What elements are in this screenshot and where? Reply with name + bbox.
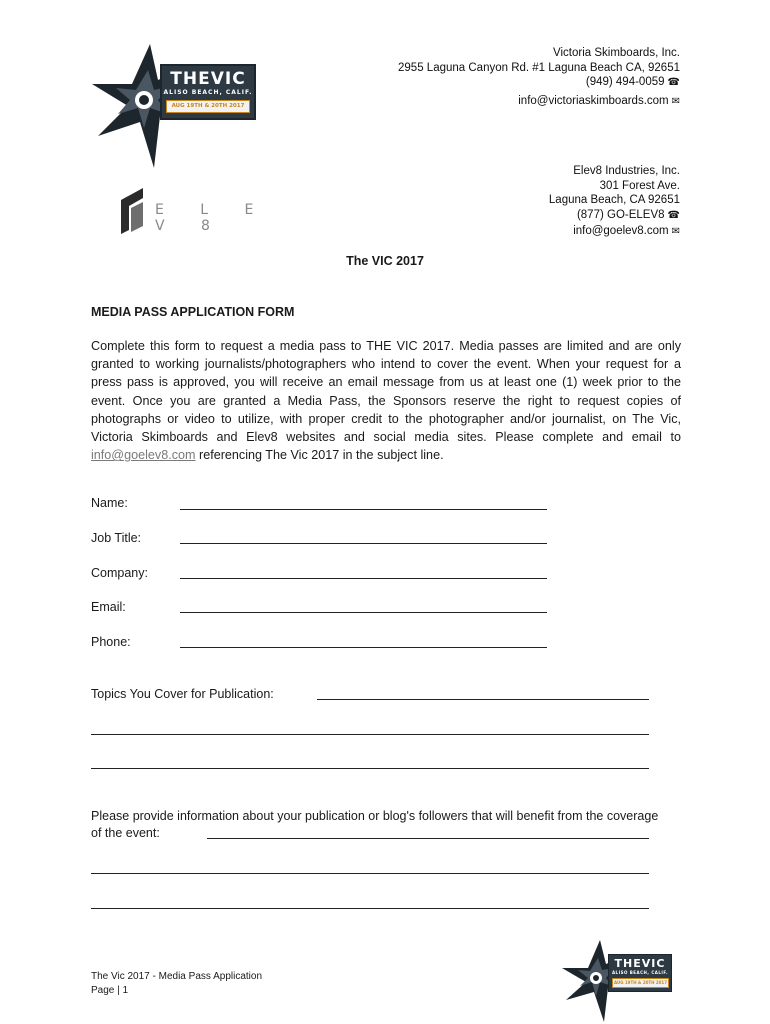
elev8-logo [115,186,275,236]
intro-text-before-link: Complete this form to request a media pass to THE VIC 2017. Media passes are limited and are only granted to working journalists/photographers who intend to cover the event. When your request for a press pass is approved, you will receive an email message from us at least one (1) week prior to the event. Once you are granted a Media Pass, the Sponsors reserve the right to request copies of photographs or video to utilize, with proper credit to the photographer and/or journalist, on The Vic, Victoria Skimboards and Elev8 websites and social media sites. Please complete and email to [91,339,681,445]
company-label: Company: [91,566,148,580]
sponsor1-phone-line [398,75,680,91]
envelope-icon: ✉ [671,96,680,108]
vic-logo-dates: AUG 19TH & 20TH 2017 [166,100,250,113]
envelope-icon: ✉ [671,225,680,237]
name-label: Name: [91,496,128,510]
sponsor1-address: 2955 Laguna Canyon Rd. #1 Laguna Beach CA, 92651 [398,61,680,74]
email-label: Email: [91,600,126,614]
publication-prompt-line-1: Please provide information about your publication or blog's followers that will benefit from the coverage [91,809,659,823]
victoria-address-block [398,46,680,110]
vic-logo-footer-title: THEVIC [614,957,666,970]
the-vic-logo-footer [560,938,680,1024]
sponsor1-email-line [398,94,680,110]
publication-field-line-2[interactable] [91,873,649,874]
sponsor1-name: Victoria Skimboards, Inc. [553,47,680,59]
topics-field-line-3[interactable] [91,768,649,769]
vic-logo-subtitle: ALISO BEACH, CALIF. [163,89,253,96]
elev8-address-block [549,164,680,240]
elev8-mark-icon [115,186,151,236]
name-field[interactable] [180,509,547,510]
phone-icon: ☎ [667,210,680,222]
form-title: MEDIA PASS APPLICATION FORM [91,305,295,319]
sponsor2-street: 301 Forest Ave. [599,179,680,192]
footer-doc-title: The Vic 2017 - Media Pass Application [91,971,263,982]
elev8-wordmark: E L E V 8 [155,202,270,234]
topics-field[interactable] [317,699,649,700]
vic-badge-footer [608,954,672,992]
sponsor1-phone: (949) 494-0059 [585,76,665,89]
sponsor2-email: info@goelev8.com [573,224,669,237]
sponsor2-email-line [549,224,680,240]
phone-field[interactable] [180,647,547,648]
the-vic-logo [88,40,268,170]
event-title: The VIC 2017 [346,254,424,268]
intro-paragraph [91,337,681,464]
sponsor2-phone-line [549,208,680,224]
sponsor2-name: Elev8 Industries, Inc. [573,165,680,177]
vic-badge [160,64,256,120]
topics-label: Topics You Cover for Publication: [91,687,274,701]
vic-logo-footer-subtitle: ALISO BEACH, CALIF. [611,970,669,975]
intro-text-after-link: referencing The Vic 2017 in the subject line. [195,448,444,463]
email-link[interactable]: info@goelev8.com [91,448,196,463]
topics-field-line-2[interactable] [91,734,649,735]
vic-logo-footer-dates: AUG 19TH & 20TH 2017 [612,978,669,988]
company-field[interactable] [180,578,547,579]
phone-label: Phone: [91,635,131,649]
publication-prompt-line-2: of the event: [91,826,160,840]
sponsor2-phone: (877) GO-ELEV8 [576,209,665,222]
sponsor1-email: info@victoriaskimboards.com [518,95,669,108]
email-field[interactable] [180,612,547,613]
vic-logo-title: THEVIC [170,69,246,89]
job-title-label: Job Title: [91,531,142,545]
footer-page-number: Page | 1 [91,985,129,996]
page-footer [91,970,262,998]
job-title-field[interactable] [180,543,547,544]
publication-field[interactable] [207,838,649,839]
phone-icon: ☎ [667,77,680,89]
publication-field-line-3[interactable] [91,908,649,909]
sponsor2-city: Laguna Beach, CA 92651 [548,194,680,207]
